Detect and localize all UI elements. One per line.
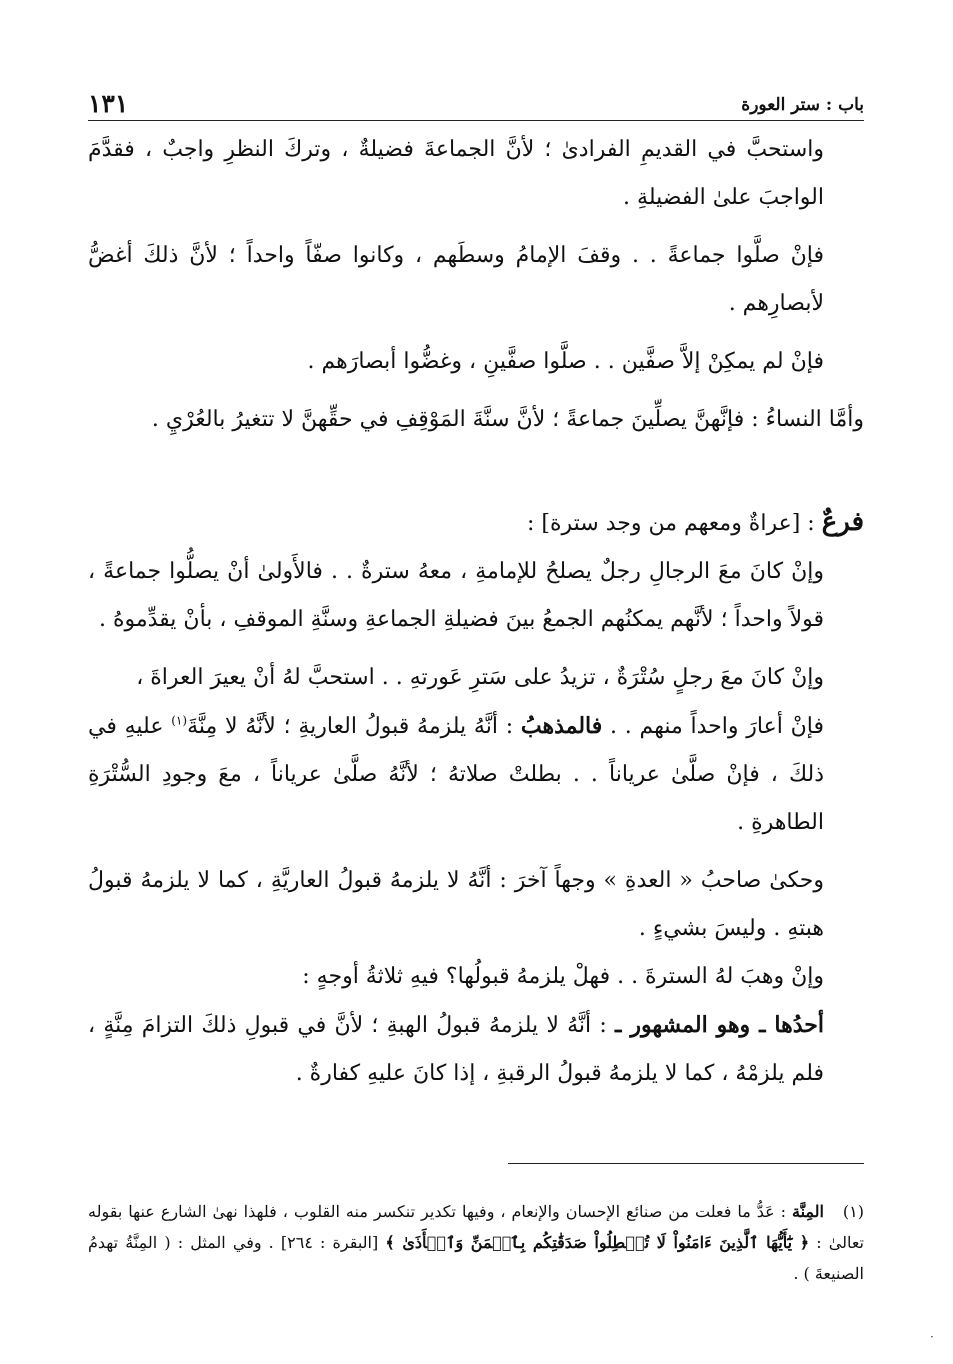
footnote-text: [البقرة : ٢٦٤] . وفي المثل : ( المِنَّةُ تهدمُ الصنيعةَ ) . [88, 1233, 864, 1283]
scan-speck: · [930, 1330, 934, 1344]
text-run: : أنَّهُ يلزمهُ قبولُ العاريةِ ؛ لأنَّهُ لا مِنَّةَ [187, 714, 514, 739]
page-header [88, 84, 864, 121]
paragraph: وإنْ وهبَ لهُ السترةَ . . فهلْ يلزمهُ قبولُها؟ فيهِ ثلاثةُ أوجهٍ : [302, 964, 824, 989]
paragraph: وإنْ كانَ معَ الرجالِ رجلٌ يصلحُ للإمامةِ ، معهُ سترةٌ . . فالأَولىٰ أنْ يصلُّوا جماعةً ، قولاً واحداً ؛ لأنَّهم يمكنُهم الجمعُ بينَ فضيلةِ الجماعةِ وسنَّةِ الموقفِ ، بأنْ يقدِّموهُ . [88, 559, 824, 632]
bold-term: فالمذهبُ [520, 713, 603, 739]
section-title: فرعٌ [821, 507, 864, 537]
footnote-term: المِنَّة [792, 1202, 824, 1221]
paragraph: وأمَّا النساءُ : فإنَّهنَّ يصلِّينَ جماعةً ؛ لأنَّ سنَّةَ المَوْقِفِ في حقِّهنَّ لا تتغيرُ بالعُرْيِ . [151, 407, 864, 432]
footnote-ref[interactable]: (١) [171, 713, 188, 728]
paragraph: وإنْ كانَ معَ رجلٍ سُتْرَةٌ ، تزيدُ على سَترِ عَورتهِ . . استحبَّ لهُ أنْ يعيرَ العراةَ ، [136, 665, 824, 690]
paragraph [88, 702, 864, 847]
main-text [88, 126, 864, 1098]
section-subtitle: : [عراةٌ ومعهم من وجد سترة] : [527, 511, 815, 536]
text-run: فإنْ أعارَ واحداً منهم . . [610, 714, 824, 739]
footnote-marker: (١) [842, 1202, 864, 1221]
paragraph: واستحبَّ في القديمِ الفرادىٰ ؛ لأنَّ الجماعةَ فضيلةٌ ، وتركَ النظرِ واجبٌ ، فقدَّمَ الواجبَ علىٰ الفضيلةِ . [88, 137, 824, 210]
text-run: : أنَّهُ لا يلزمهُ قبولُ الهبةِ ؛ لأنَّ في قبولِ ذلكَ التزامَ مِنَّةٍ ، فلم يلزمْهُ ، كما لا يلزمهُ قبولُ الرقبةِ ، إذا كانَ عليهِ كفارةٌ . [88, 1013, 824, 1086]
footnote [88, 1196, 864, 1289]
paragraph: وحكىٰ صاحبُ « العدةِ » وجهاً آخرَ : أنَّهُ لا يلزمهُ قبولُ العاريَّةِ ، كما لا يلزمهُ قبولُ هبتهِ . وليسَ بشيءٍ . [88, 868, 824, 941]
footnote-text: : عَدُّ ما فعلت من صنائع الإحسان والإنعام ، وفيها تكدير تنكسر منه القلوب ، فلهذا نهىٰ الشارع عنها بقوله تعالىٰ : [88, 1202, 865, 1252]
paragraph [88, 1001, 864, 1098]
paragraph: فإنْ لم يمكِنْ إلاَّ صفَّين . . صلَّوا صفَّينِ ، وغضُّوا أبصارَهم . [307, 349, 824, 374]
paragraph: فإنْ صلَّوا جماعةً . . وقفَ الإمامُ وسطَهم ، وكانوا صفّاً واحداً ؛ لأنَّ ذلكَ أغضُّ لأبصارِهم . [88, 243, 824, 316]
page-number: ١٣١ [88, 89, 129, 118]
footnote-divider [508, 1163, 864, 1164]
text-run: عليهِ في ذلكَ ، فإنْ صلَّىٰ عرياناً . . بطلتْ صلاتهُ ؛ لأنَّهُ صلَّىٰ عرياناً ، معَ وجودِ السُّتْرَةِ الطاهرةِ . [88, 714, 824, 835]
bold-term: أحدُها ـ وهو المشهور ـ [615, 1012, 824, 1038]
section-heading [88, 498, 864, 548]
quran-quote: ﴿ يَٰٓأَيُّهَا ٱلَّذِينَ ءَامَنُواْ لَا تُبۡطِلُواْ صَدَقَٰتِكُم بِٱلۡمَنِّ وَٱلۡأَذَىٰ ﴾ [385, 1233, 810, 1252]
running-head: باب : ستر العورة [741, 95, 864, 115]
